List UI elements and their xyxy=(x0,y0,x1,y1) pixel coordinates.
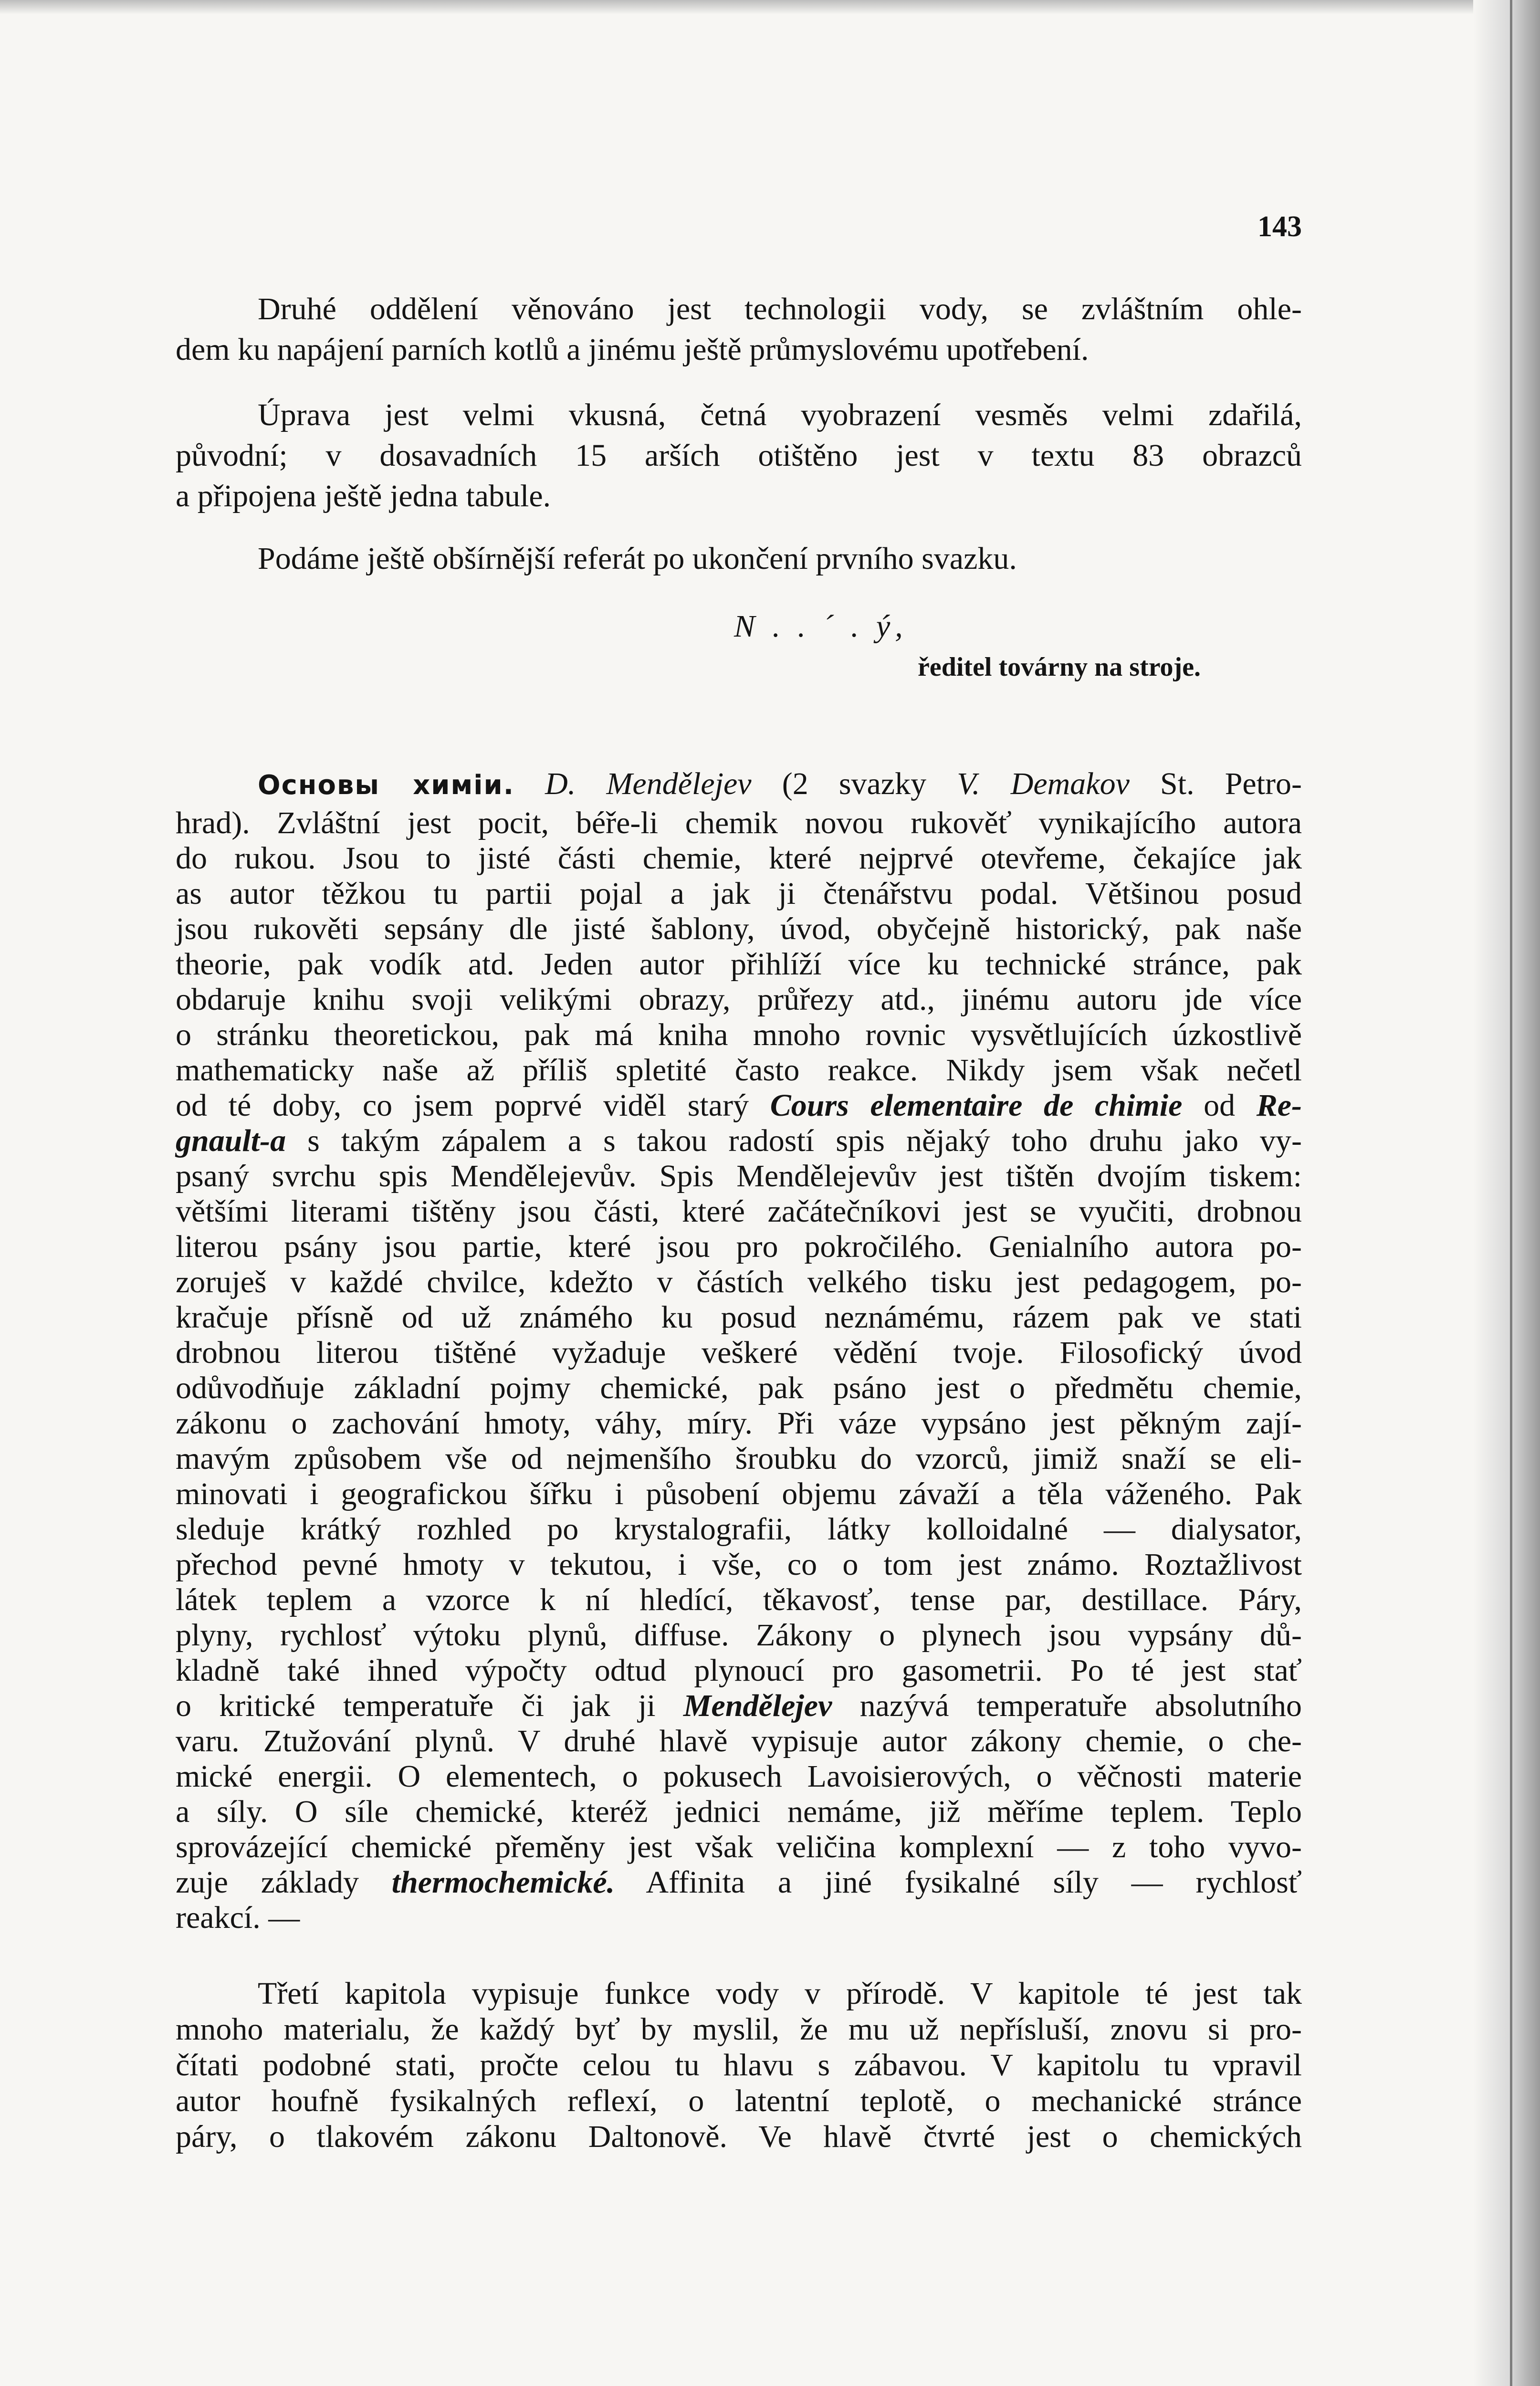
author-regnault: Re- xyxy=(1256,1088,1302,1123)
text-line: do rukou. Jsou to jisté části chemie, které nejprvé otevřeme, čekajíce jak xyxy=(176,841,1302,876)
review-translator: V. Demakov xyxy=(957,766,1130,801)
text-line: mické energii. O elementech, o pokusech Lavoisierových, o věčnosti materie xyxy=(176,1759,1302,1794)
text-line: Třetí kapitola vypisuje funkce vody v přírodě. V kapitole té jest tak xyxy=(258,1976,1302,2011)
text-line-kriticke xyxy=(176,1690,1302,1728)
text-line: Úprava jest velmi vkusná, četná vyobrazení vesměs velmi zdařilá, xyxy=(258,398,1302,432)
text-line: přechod pevné hmoty v tekutou, i vše, co o tom jest známo. Roztažlivost xyxy=(176,1547,1302,1582)
book-title-cours: Cours elementaire de chimie xyxy=(770,1088,1183,1123)
text-line: a síly. O síle chemické, kteréž jednici nemáme, již měříme teplem. Teplo xyxy=(176,1794,1302,1829)
review-author: D. Mendělejev xyxy=(545,766,752,801)
text-line-cours xyxy=(176,1090,1302,1128)
text-line: plyny, rychlosť výtoku plynů, diffuse. Zákony o plynech jsou vypsány dů- xyxy=(176,1618,1302,1653)
text-line: kračuje přísně od už známého ku posud neznámému, rázem pak ve stati xyxy=(176,1300,1302,1335)
text-line: jsou rukověti sepsány dle jisté šablony, úvod, obyčejně historický, pak naše xyxy=(176,911,1302,946)
text-line: o stránku theoretickou, pak má kniha mnoho rovnic vysvětlujících úzkostlivě xyxy=(176,1017,1302,1052)
text-line: autor houfně fysikalných reflexí, o latentní teplotě, o mechanické stránce xyxy=(176,2083,1302,2118)
text-fragment: Affinita a jiné fysikalné síly — rychlosť xyxy=(646,1865,1302,1900)
text-line: Podáme ještě obšírnější referát po ukončení prvního svazku. xyxy=(258,541,1017,576)
text-fragment: od té doby, co jsem poprvé viděl starý xyxy=(176,1088,749,1123)
text-line: as autor těžkou tu partii pojal a jak ji čtenářstvu podal. Většinou posud xyxy=(176,876,1302,911)
text-line: většími literami tištěny jsou části, které začátečníkovi jest se vyučiti, drobnou xyxy=(176,1194,1302,1229)
review-volumes: (2 svazky xyxy=(782,766,927,801)
text-line: literou psány jsou partie, které jsou pro pokročilého. Genialního autora po- xyxy=(176,1229,1302,1264)
text-line: reakcí. — xyxy=(176,1900,300,1935)
text-block xyxy=(176,0,1302,2386)
page-right-edge xyxy=(1473,0,1540,2386)
text-fragment: o kritické temperatuře či jak ji xyxy=(176,1688,656,1723)
text-line: kladně také ihned výpočty odtud plynoucí pro gasometrii. Po té jest stať xyxy=(176,1653,1302,1688)
text-line: zákonu o zachování hmoty, váhy, míry. Při váze vypsáno jest pěkným zají- xyxy=(176,1406,1302,1441)
review-place: St. Petro- xyxy=(1160,766,1302,801)
text-line: mnoho materialu, že každý byť by myslil, že mu už nepřísluší, znovu si pro- xyxy=(176,2012,1302,2047)
term-thermochemicke: thermochemické. xyxy=(391,1865,615,1900)
text-fragment: zuje základy xyxy=(176,1865,359,1900)
author-regnault-end: gnault-a xyxy=(176,1123,286,1158)
text-line-gnault xyxy=(176,1125,1302,1163)
text-line-thermo xyxy=(176,1867,1302,1905)
text-fragment: od xyxy=(1204,1088,1236,1123)
binding-line xyxy=(1510,0,1512,2386)
text-fragment: nazývá temperatuře absolutního xyxy=(859,1688,1302,1723)
text-line: obdaruje knihu svoji velikými obrazy, průřezy atd., jinému autoru jde více xyxy=(176,982,1302,1017)
signature-title: ředitel továrny na stroje. xyxy=(918,652,1201,682)
text-line: původní; v dosavadních 15 arších otištěno jest v textu 83 obrazců xyxy=(176,438,1302,473)
text-line: mathematicky naše až příliš spletité často reakce. Nikdy jsem však nečetl xyxy=(176,1053,1302,1088)
text-line: mavým způsobem vše od nejmenšího šroubku do vzorců, jimiž snaží se eli- xyxy=(176,1441,1302,1476)
author-mendelejev: Mendělejev xyxy=(683,1688,832,1723)
text-line: zoruješ v každé chvilce, kdežto v částích velkého tisku jest pedagogem, po- xyxy=(176,1265,1302,1299)
text-line: sprovázející chemické přeměny jest však veličina komplexní — z toho vyvo- xyxy=(176,1830,1302,1864)
review-title-russian: Основы химiи. xyxy=(258,770,515,801)
text-line: látek teplem a vzorce k ní hledící, těkavosť, tense par, destillace. Páry, xyxy=(176,1582,1302,1617)
page-number: 143 xyxy=(1257,210,1302,243)
text-line: minovati i geografickou šířku i působení objemu závaží a těla váženého. Pak xyxy=(176,1476,1302,1511)
review-heading xyxy=(258,768,1302,806)
text-line: sleduje krátký rozhled po krystalografii, látky kolloidalné — dialysator, xyxy=(176,1512,1302,1547)
text-line: odůvodňuje základní pojmy chemické, pak psáno jest o předmětu chemie, xyxy=(176,1371,1302,1405)
text-line: páry, o tlakovém zákonu Daltonově. Ve hlavě čtvrté jest o chemických xyxy=(176,2119,1302,2154)
text-line: theorie, pak vodík atd. Jeden autor přihlíží více ku technické stránce, pak xyxy=(176,947,1302,982)
text-line: dem ku napájení parních kotlů a jinému ještě průmyslovému upotřebení. xyxy=(176,332,1089,367)
text-line: Druhé oddělení věnováno jest technologii vody, se zvláštním ohle- xyxy=(258,292,1302,326)
text-line: a připojena ještě jedna tabule. xyxy=(176,479,551,513)
signature-name: N . . ´ . ý, xyxy=(734,609,908,644)
text-line: drobnou literou tištěné vyžaduje veškeré vědění tvoje. Filosofický úvod xyxy=(176,1335,1302,1370)
text-line: čítati podobné stati, pročte celou tu hlavu s zábavou. V kapitolu tu vpravil xyxy=(176,2048,1302,2083)
text-fragment: s takým zápalem a s takou radostí spis nějaký toho druhu jako vy- xyxy=(307,1123,1302,1158)
text-line: hrad). Zvláštní jest pocit, béře-li chemik novou rukověť vynikajícího autora xyxy=(176,806,1302,840)
text-line: psaný svrchu spis Mendělejevův. Spis Mendělejevův jest tištěn dvojím tiskem: xyxy=(176,1159,1302,1193)
text-line: varu. Ztužování plynů. V druhé hlavě vypisuje autor zákony chemie, o che- xyxy=(176,1724,1302,1758)
